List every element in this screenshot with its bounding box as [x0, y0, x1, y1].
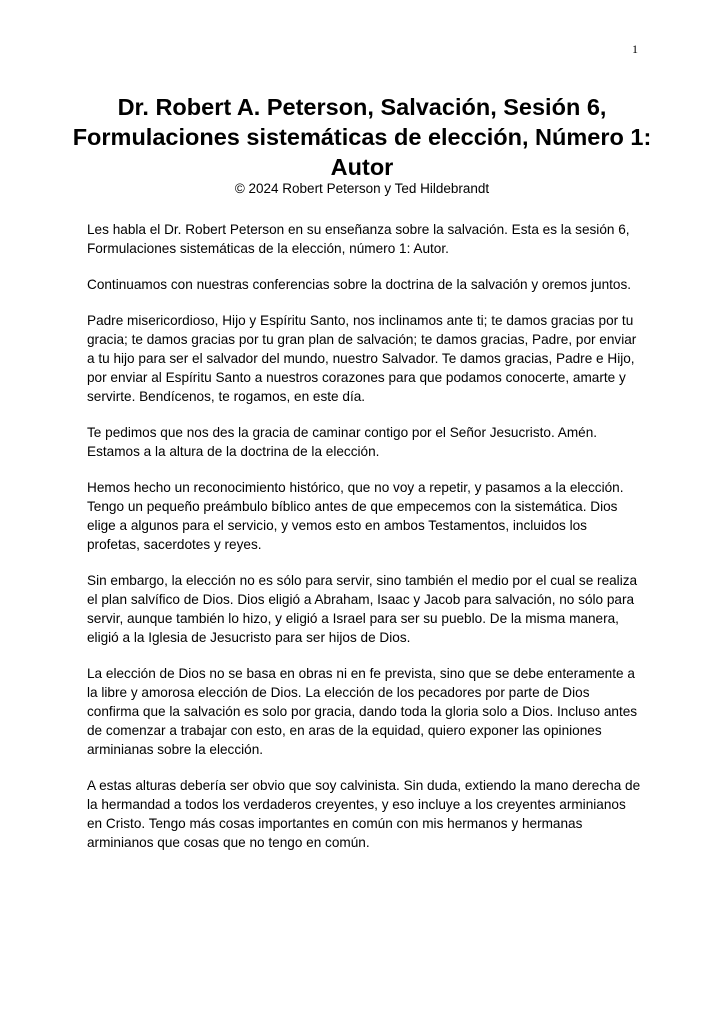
- paragraph: La elección de Dios no se basa en obras ni en fe prevista, sino que se debe enteramente a la libre y amorosa elección de Dios. La elección de los pecadores por parte de Dios confirma que la salvación es solo por gracia, dando toda la gloria solo a Dios. Incluso antes de comenzar a trabajar con esto, en aras de la equidad, quiero exponer las opiniones arminianas sobre la elección.: [87, 666, 638, 757]
- page-number: 1: [632, 42, 638, 56]
- paragraph: Hemos hecho un reconocimiento histórico, que no voy a repetir, y pasamos a la elección. Tengo un pequeño preámbulo bíblico antes de que empecemos con la sistemática. Dios elige a algunos para el servicio, y vemos esto en ambos Testamentos, incluidos los profetas, sacerdotes y reyes.: [87, 480, 624, 552]
- copyright-line: © 2024 Robert Peterson y Ted Hildebrandt: [234, 181, 490, 196]
- paragraph: A estas alturas debería ser obvio que soy calvinista. Sin duda, extiendo la mano derecha de la hermandad a todos los verdaderos creyentes, y eso incluye a los creyentes arminianos en Cristo. Tengo más cosas importantes en común con mis hermanos y hermanas arminianos que cosas que no tengo en común.: [87, 778, 641, 850]
- paragraph: Les habla el Dr. Robert Peterson en su enseñanza sobre la salvación. Esta es la sesión 6, Formulaciones sistemáticas de la elección, número 1: Autor.: [87, 222, 630, 256]
- paragraph: Padre misericordioso, Hijo y Espíritu Santo, nos inclinamos ante ti; te damos gracias por tu gracia; te damos gracias por tu gran plan de salvación; te damos gracias, Padre, por enviar a tu hijo para ser el salvador del mundo, nuestro Salvador. Te damos gracias, Padre e Hijo, por enviar al Espíritu Santo a nuestros corazones para que podamos conocerte, amarte y servirte. Bendícenos, te rogamos, en este día.: [87, 313, 637, 404]
- paragraph: Continuamos con nuestras conferencias sobre la doctrina de la salvación y oremos juntos.: [87, 277, 632, 292]
- paragraph: Sin embargo, la elección no es sólo para servir, sino también el medio por el cual se realiza el plan salvífico de Dios. Dios eligió a Abraham, Isaac y Jacob para salvación, no sólo para servir, aunque también lo hizo, y eligió a Israel para ser su pueblo. De la misma manera, eligió a la Iglesia de Jesucristo para ser hijos de Dios.: [87, 573, 638, 645]
- document-body: [87, 220, 643, 869]
- paragraph: Te pedimos que nos des la gracia de caminar contigo por el Señor Jesucristo. Amén. Estamos a la altura de la doctrina de la elección.: [87, 425, 598, 459]
- document-title: Dr. Robert A. Peterson, Salvación, Sesión 6, Formulaciones sistemáticas de elección, Número 1: Autor: [72, 94, 652, 180]
